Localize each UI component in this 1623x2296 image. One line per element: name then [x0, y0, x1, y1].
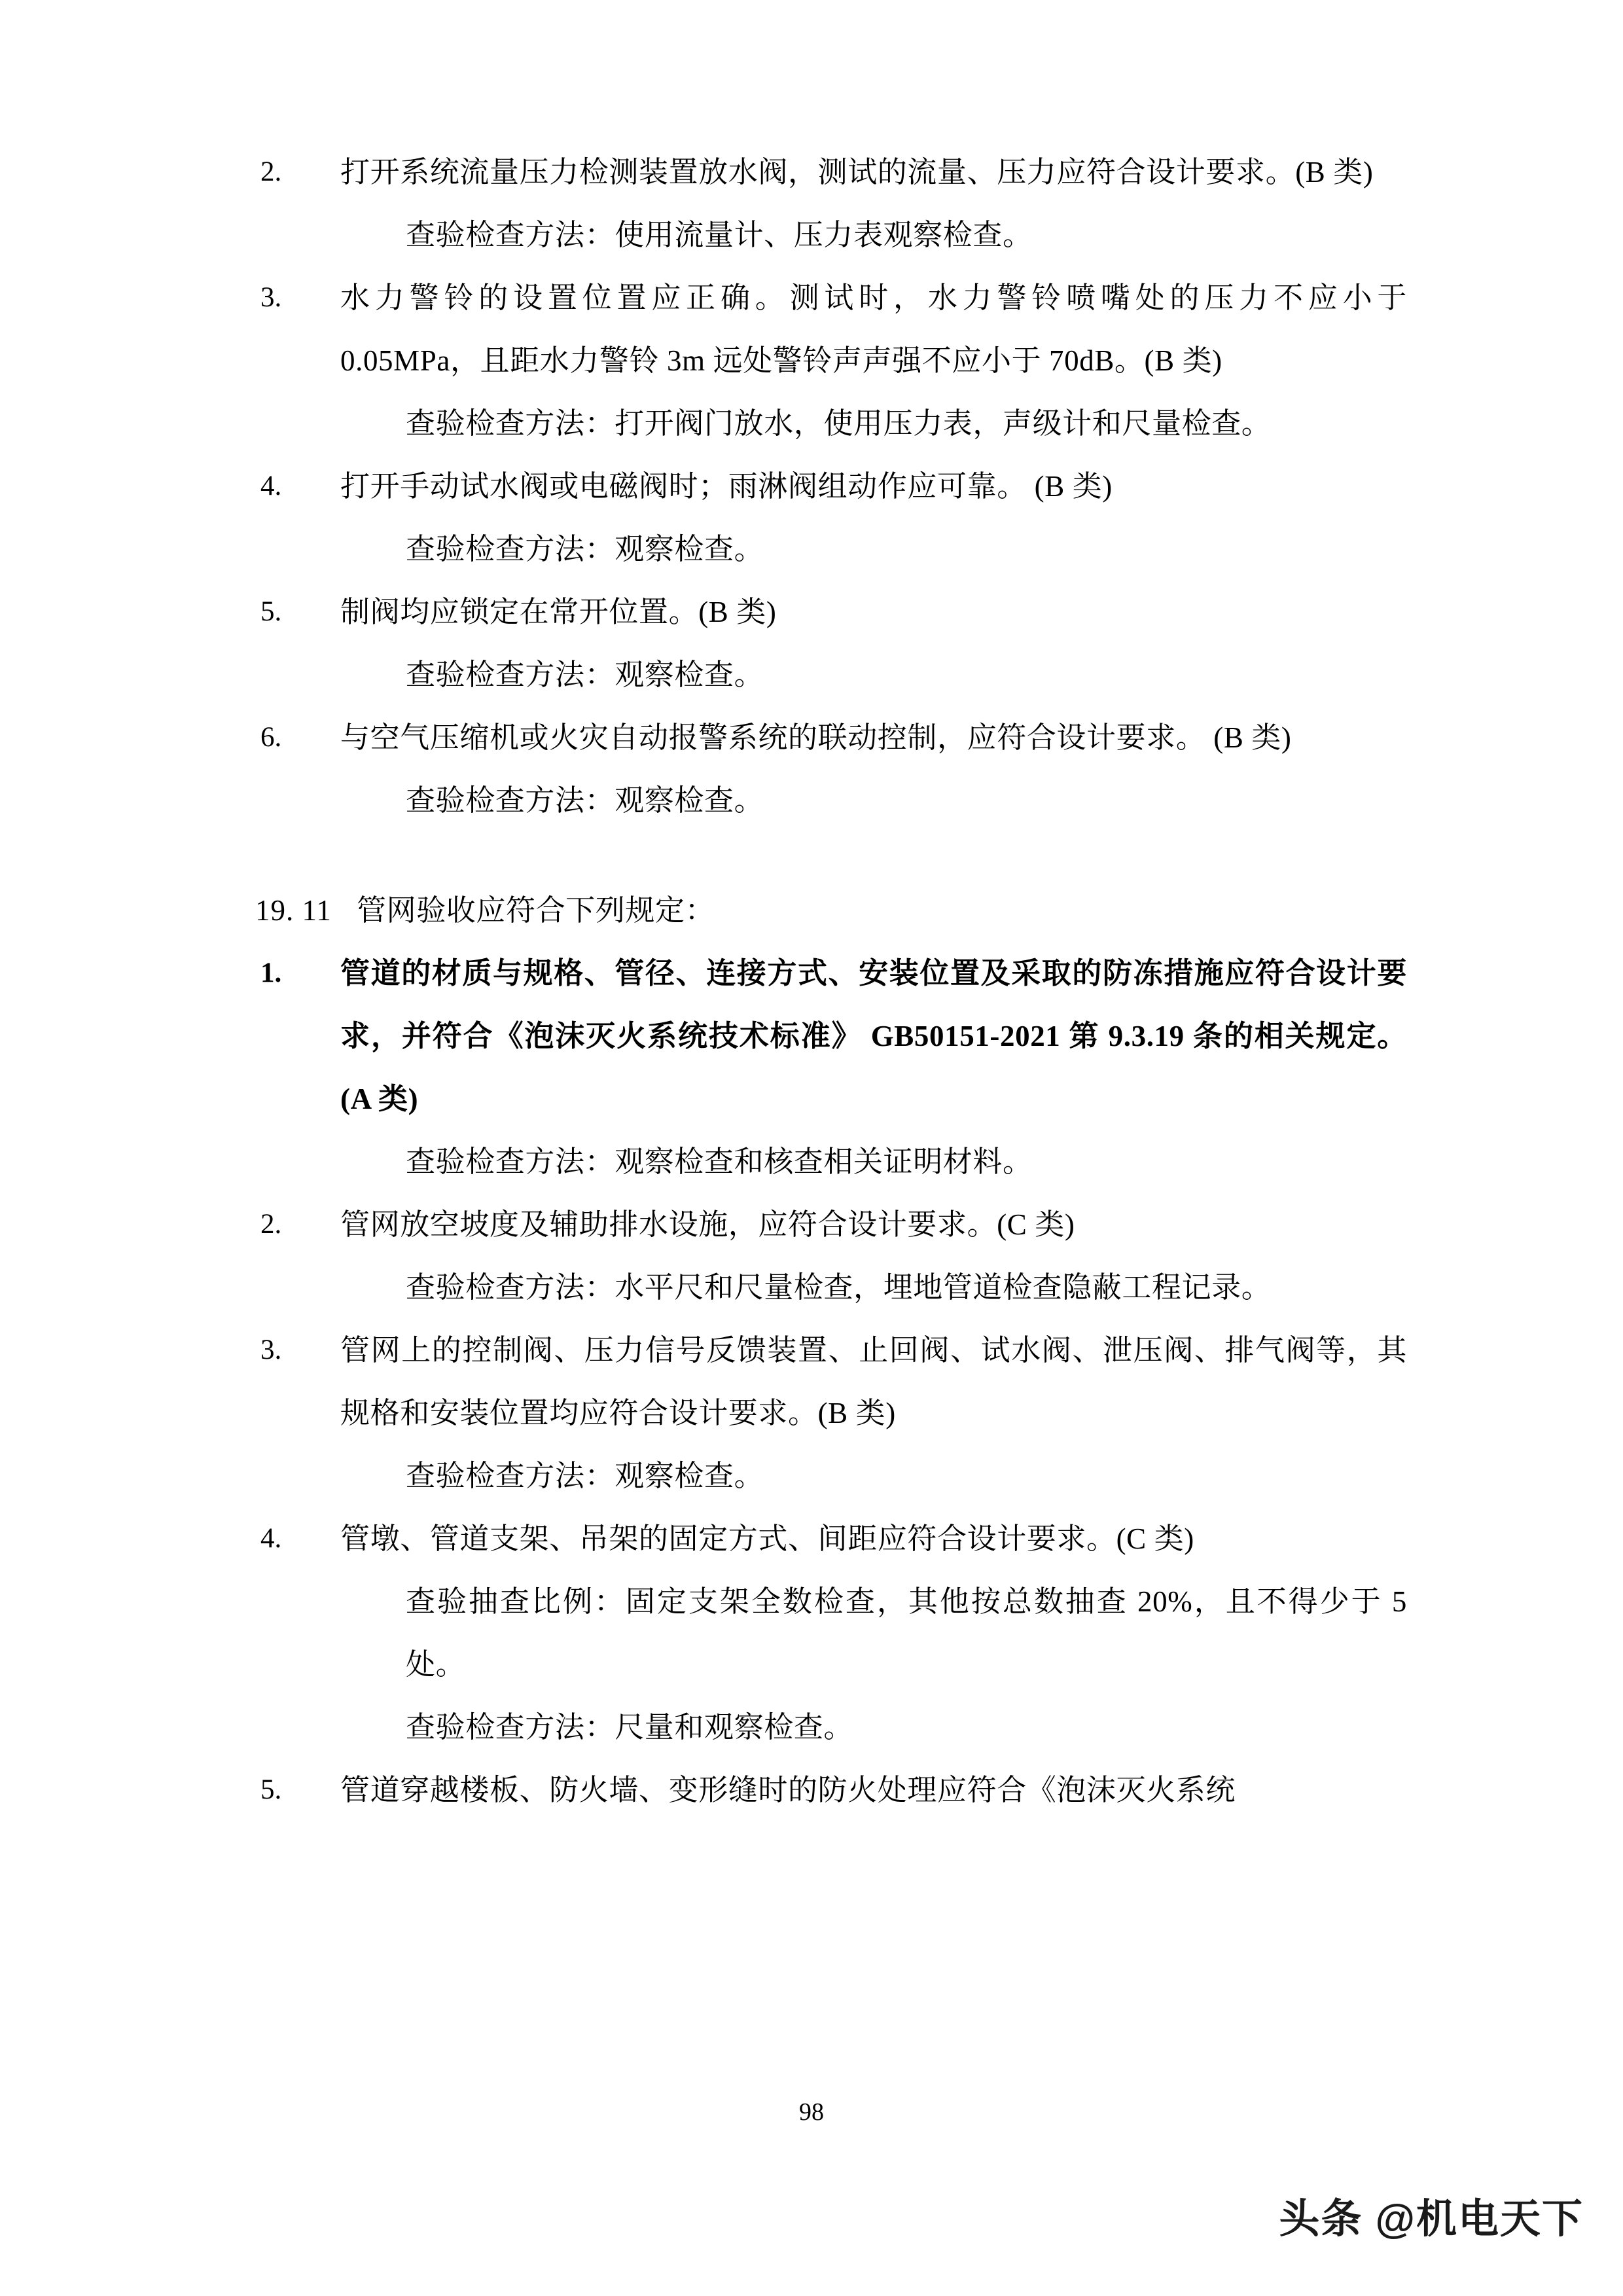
- clause-number: 3.: [260, 282, 282, 313]
- clause-number: 3.: [260, 1335, 282, 1365]
- section-title: 管网验收应符合下列规定：: [357, 894, 715, 927]
- clause-note: 查验检查方法：尺量和观察检查。: [406, 1711, 854, 1744]
- clause-note: 查验检查方法：观察检查。: [406, 658, 764, 691]
- clause-item: [255, 581, 1407, 643]
- clause-number: 6.: [260, 722, 282, 753]
- clause-number: 5.: [260, 596, 282, 627]
- clause-text: 与空气压缩机或火灾自动报警系统的联动控制，应符合设计要求。 (B 类): [340, 721, 1292, 754]
- clause-item: [255, 455, 1407, 518]
- clause-number: 4.: [260, 471, 282, 501]
- clause-note: 查验检查方法：打开阀门放水，使用压力表，声级计和尺量检查。: [406, 407, 1272, 440]
- clause-note: 查验检查方法：使用流量计、压力表观察检查。: [406, 219, 1033, 251]
- clause-item: [255, 266, 1407, 392]
- section-number: 19. 11: [255, 894, 332, 927]
- clause-group-19-11: [255, 942, 1407, 1821]
- clause-text: 水力警铃的设置位置应正确。测试时，水力警铃喷嘴处的压力不应小于 0.05MPa，且距水力警铃 3m 远处警铃声声强不应小于 70dB。(B 类): [340, 281, 1407, 377]
- clause-number: 2.: [260, 1209, 282, 1240]
- section-heading-19-11: [255, 879, 1407, 942]
- page-number: 98: [799, 2098, 824, 2126]
- clause-number: 4.: [260, 1523, 282, 1554]
- clause-text: 管道的材质与规格、管径、连接方式、安装位置及采取的防冻措施应符合设计要求，并符合《泡沫灭火系统技术标准》 GB50151-2021 第 9.3.19 条的相关规定。(A 类): [340, 957, 1407, 1115]
- clause-note: 查验检查方法：观察检查和核查相关证明材料。: [406, 1145, 1033, 1178]
- clause-note: 查验检查方法：观察检查。: [406, 1460, 764, 1492]
- clause-text: 打开手动试水阀或电磁阀时；雨淋阀组动作应可靠。 (B 类): [340, 470, 1113, 503]
- clause-number: 5.: [260, 1774, 282, 1805]
- clause-number: 2.: [260, 156, 282, 187]
- clause-note: 查验检查方法：观察检查。: [406, 784, 764, 817]
- clause-sampling-ratio-note: 查验抽查比例：固定支架全数检查，其他按总数抽查 20%，且不得少于 5 处。: [406, 1585, 1407, 1681]
- clause-item: [255, 1193, 1407, 1256]
- clause-item: [255, 1319, 1407, 1444]
- clause-item: [255, 141, 1407, 204]
- clause-item: [255, 1507, 1407, 1570]
- watermark: 头条 @机电天下: [1279, 2197, 1584, 2242]
- clause-note: 查验检查方法：水平尺和尺量检查，埋地管道检查隐蔽工程记录。: [406, 1271, 1272, 1304]
- clause-text: 管网放空坡度及辅助排水设施，应符合设计要求。(C 类): [340, 1208, 1075, 1241]
- clause-group-19-10: [255, 141, 1407, 832]
- clause-text: 管网上的控制阀、压力信号反馈装置、止回阀、试水阀、泄压阀、排气阀等，其规格和安装位置均应符合设计要求。(B 类): [340, 1334, 1407, 1429]
- clause-text: 制阀均应锁定在常开位置。(B 类): [340, 596, 777, 628]
- clause-item: [255, 706, 1407, 769]
- clause-text: 管道穿越楼板、防火墙、变形缝时的防火处理应符合《泡沫灭火系统: [340, 1774, 1236, 1806]
- clause-item: [255, 1759, 1407, 1821]
- clause-text: 打开系统流量压力检测装置放水阀，测试的流量、压力应符合设计要求。(B 类): [340, 156, 1374, 188]
- clause-note: 查验检查方法：观察检查。: [406, 533, 764, 565]
- clause-number: 1.: [260, 958, 282, 988]
- page-content: [255, 141, 1407, 1821]
- clause-text: 管墩、管道支架、吊架的固定方式、间距应符合设计要求。(C 类): [340, 1522, 1194, 1555]
- clause-item-emphasised: [255, 942, 1407, 1130]
